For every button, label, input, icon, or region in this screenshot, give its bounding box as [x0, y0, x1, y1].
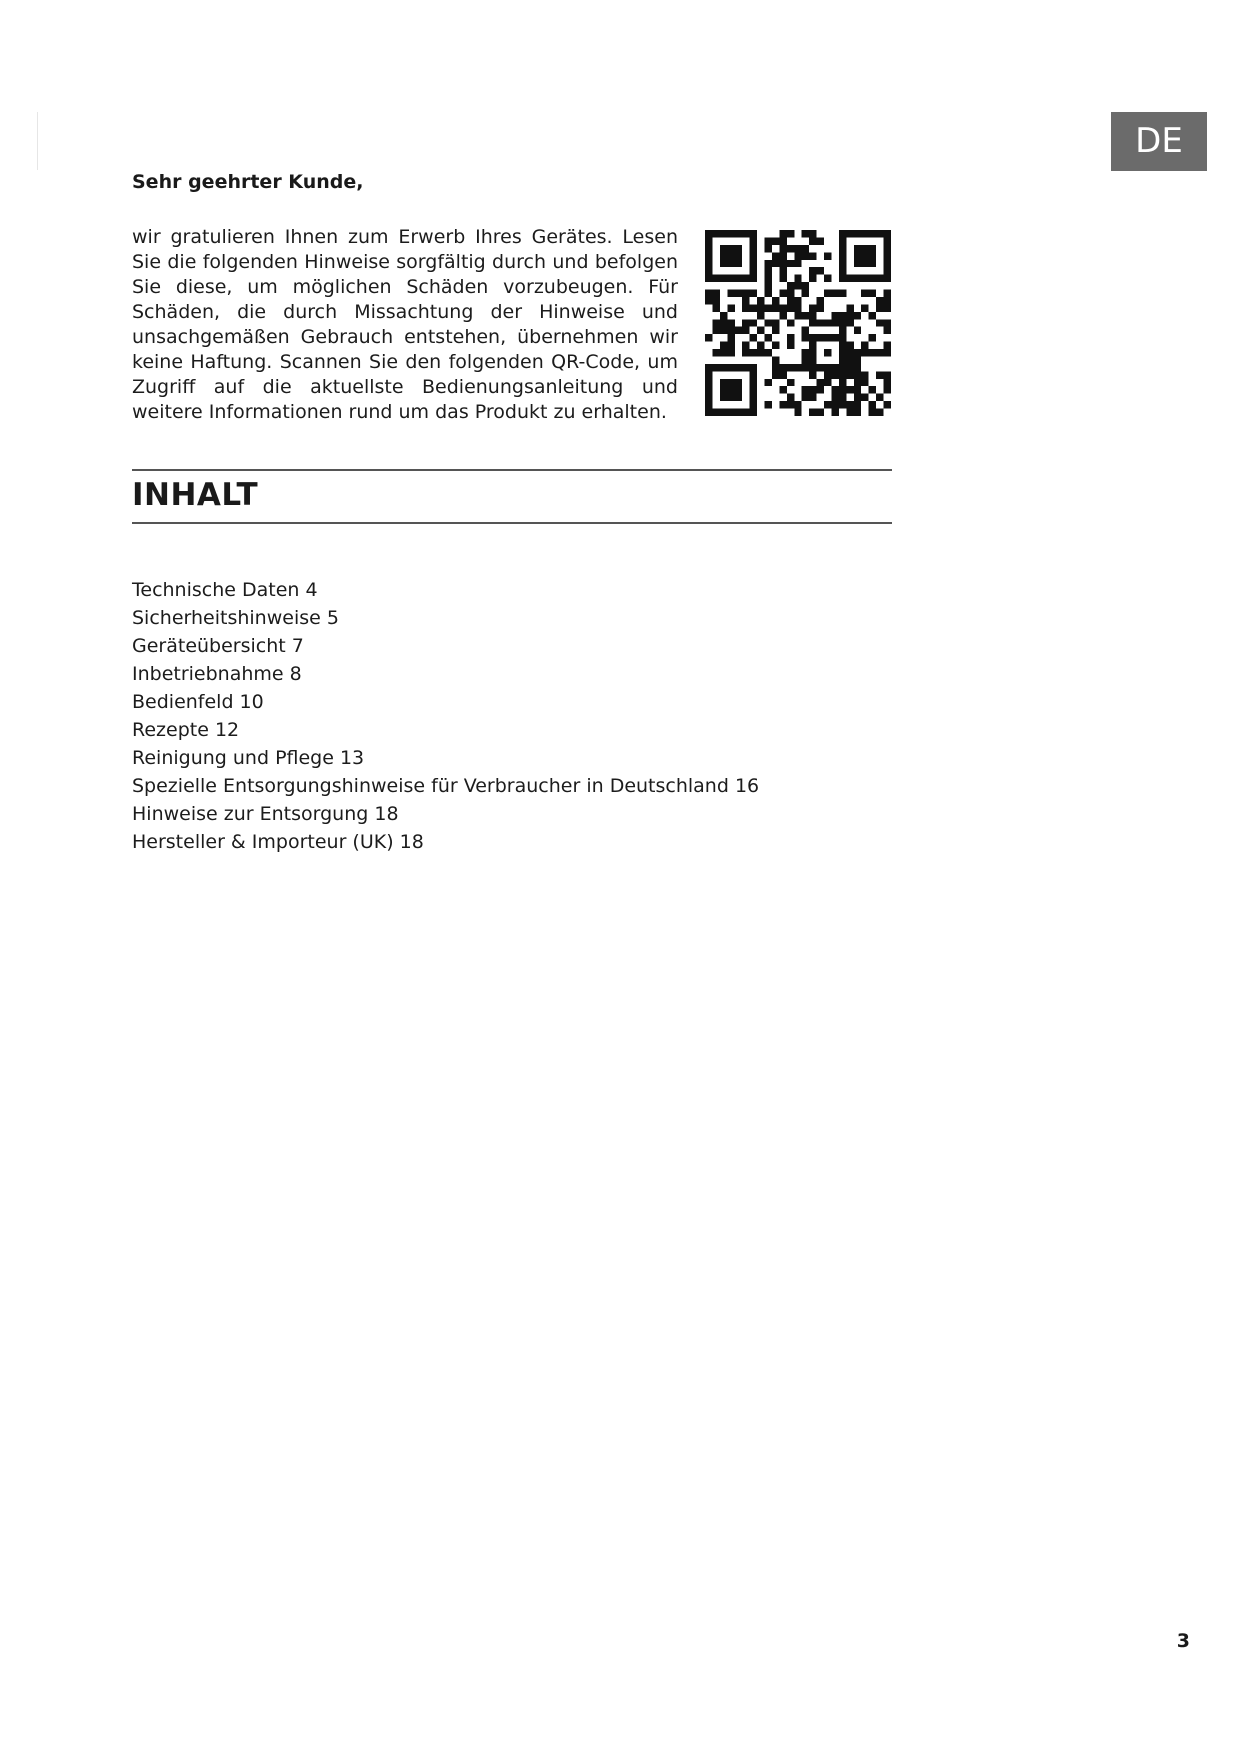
language-tab: DE — [1111, 112, 1207, 171]
toc-rule-bottom — [132, 522, 892, 524]
salutation: Sehr geehrter Kunde, — [132, 171, 364, 193]
toc-rule-top — [132, 469, 892, 471]
page-margin-line — [37, 112, 38, 170]
page-number: 3 — [1176, 1630, 1190, 1652]
toc-item[interactable]: Hinweise zur Entsorgung 18 — [132, 803, 399, 825]
toc-item[interactable]: Technische Daten 4 — [132, 579, 318, 601]
table-of-contents — [132, 576, 759, 856]
toc-item[interactable]: Geräteübersicht 7 — [132, 635, 304, 657]
toc-item[interactable]: Spezielle Entsorgungshinweise für Verbraucher in Deutschland 16 — [132, 775, 760, 797]
toc-heading: INHALT — [132, 477, 259, 513]
qr-code-icon — [705, 230, 891, 416]
intro-paragraph: wir gratulieren Ihnen zum Erwerb Ihres Gerätes. Lesen Sie die folgenden Hinweise sorgfältig durch und befolgen Sie diese, um möglichen Schäden vorzubeugen. Für Schäden, die durch Missachtung der Hinweise und unsachgemäßen Gebrauch entstehen, übernehmen wir keine Haftung. Scannen Sie den folgenden QR-Code, um Zugriff auf die aktuellste Bedienungsanleitung und weitere Informationen rund um das Produkt zu erhalten. — [132, 226, 678, 423]
toc-item[interactable]: Sicherheitshinweise 5 — [132, 607, 339, 629]
toc-item[interactable]: Inbetriebnahme 8 — [132, 663, 302, 685]
toc-item[interactable]: Reinigung und Pflege 13 — [132, 747, 365, 769]
toc-item[interactable]: Rezepte 12 — [132, 719, 240, 741]
toc-item[interactable]: Bedienfeld 10 — [132, 691, 264, 713]
toc-item[interactable]: Hersteller & Importeur (UK) 18 — [132, 831, 424, 853]
